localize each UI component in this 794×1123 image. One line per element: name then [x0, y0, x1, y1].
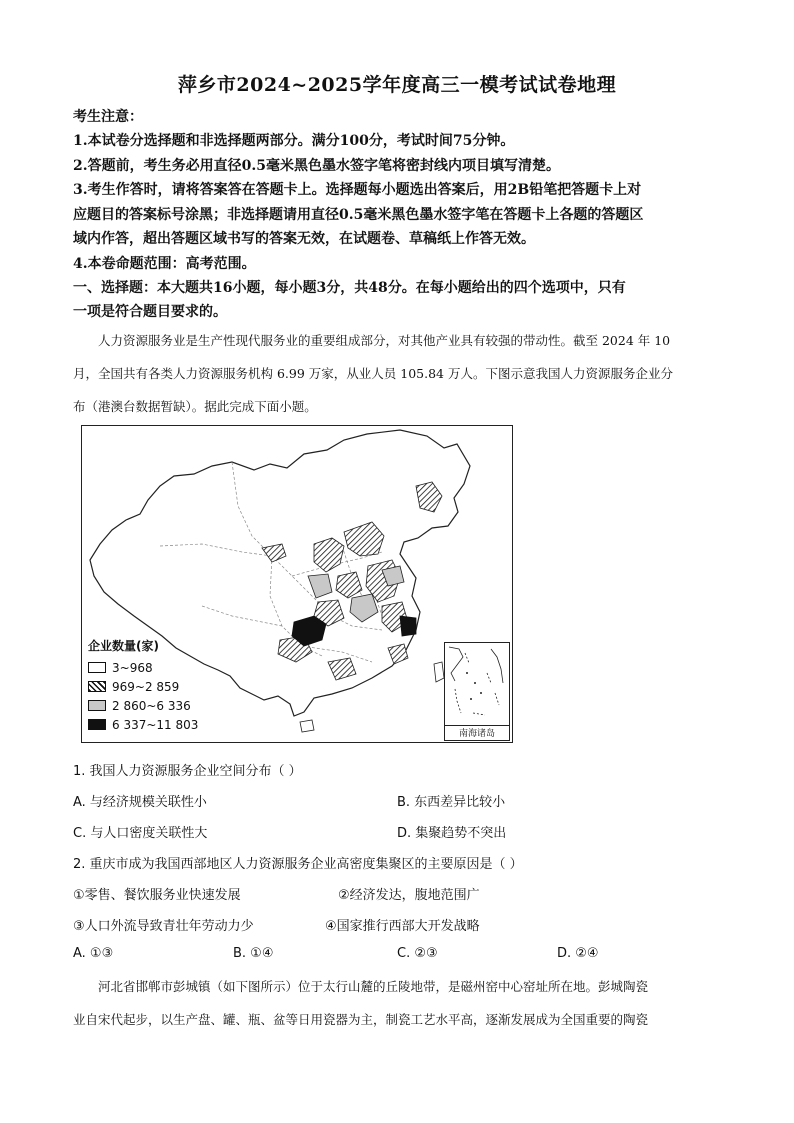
passage-2	[73, 970, 723, 1036]
exam-title: 萍乡市2024~2025学年度高三一模考试试卷地理	[177, 74, 617, 96]
section-heading: 一项是符合题目要求的。	[73, 304, 227, 320]
inset-label: 南海诸岛	[445, 725, 509, 739]
taiwan-island	[434, 662, 444, 682]
legend-swatch-hatched	[88, 681, 106, 692]
south-china-sea-inset	[444, 642, 510, 741]
notice-heading: 考生注意：	[73, 109, 143, 125]
hainan-island	[300, 720, 314, 732]
region-black	[400, 616, 416, 636]
legend-swatch-black	[88, 719, 106, 730]
passage-line: 人力资源服务业是生产性现代服务业的重要组成部分，对其他产业具有较强的带动性。截至 2024 年 10	[98, 333, 671, 348]
passage-line: 布（港澳台数据暂缺）。据此完成下面小题。	[73, 399, 317, 414]
question-2-stem: 2. 重庆市成为我国西部地区人力资源服务企业高密度集聚区的主要原因是（ ）	[73, 857, 523, 872]
notice-line: 4.本卷命题范围：高考范围。	[73, 256, 256, 272]
legend-row	[88, 696, 198, 715]
q2-statement-1: ①零售、餐饮服务业快速发展	[73, 888, 241, 903]
legend-label: 3~968	[112, 660, 153, 675]
legend-row	[88, 677, 198, 696]
question-1-stem: 1. 我国人力资源服务企业空间分布（ ）	[73, 764, 302, 779]
notice-line: 2.答题前，考生务必用直径0.5毫米黑色墨水签字笔将密封线内项目填写清楚。	[73, 158, 560, 174]
q1-option-a[interactable]: A. 与经济规模关联性小	[73, 795, 207, 810]
passage-line: 月，全国共有各类人力资源服务机构 6.99 万家，从业人员 105.84 万人。下图示意我国人力资源服务企业分	[73, 366, 673, 381]
legend-swatch-white	[88, 662, 106, 673]
q2-option-d[interactable]: D. ②④	[557, 946, 599, 961]
notice-line: 3.考生作答时，请将答案答在答题卡上。选择题每小题选出答案后，用2B铅笔把答题卡上对	[73, 182, 642, 198]
q2-option-a[interactable]: A. ①③	[73, 946, 114, 961]
q2-option-c[interactable]: C. ②③	[397, 946, 438, 961]
legend-swatch-gray	[88, 700, 106, 711]
inset-drawing	[445, 643, 509, 727]
q2-statement-4: ④国家推行西部大开发战略	[325, 919, 480, 934]
notice-line: 1.本试卷分选择题和非选择题两部分。满分100分，考试时间75分钟。	[73, 133, 515, 149]
q2-option-b[interactable]: B. ①④	[233, 946, 274, 961]
q2-statement-2: ②经济发达，腹地范围广	[338, 888, 480, 903]
notice-line: 应题目的答案标号涂黑；非选择题请用直径0.5毫米黑色墨水签字笔在答题卡上各题的答题区	[73, 207, 644, 223]
notice-line: 域内作答，超出答题区域书写的答案无效，在试题卷、草稿纸上作答无效。	[73, 231, 535, 247]
passage-line: 河北省邯郸市彭城镇（如下图所示）位于太行山麓的丘陵地带，是磁州窑中心窑址所在地。彭城陶瓷	[98, 979, 649, 994]
legend-label: 2 860~6 336	[112, 698, 191, 713]
q1-option-d[interactable]: D. 集聚趋势不突出	[397, 826, 507, 841]
legend-label: 6 337~11 803	[112, 717, 199, 732]
q2-statement-3: ③人口外流导致青壮年劳动力少	[73, 919, 254, 934]
q1-option-c[interactable]: C. 与人口密度关联性大	[73, 826, 208, 841]
legend-row	[88, 715, 198, 734]
map-legend	[88, 637, 198, 734]
section-heading: 一、选择题：本大题共16小题，每小题3分，共48分。在每小题给出的四个选项中，只有	[73, 280, 626, 296]
legend-title: 企业数量(家)	[88, 639, 159, 653]
q1-option-b[interactable]: B. 东西差异比较小	[397, 795, 506, 810]
legend-row	[88, 658, 198, 677]
legend-label: 969~2 859	[112, 679, 180, 694]
passage-1	[73, 324, 723, 423]
passage-line: 业自宋代起步，以生产盘、罐、瓶、盆等日用瓷器为主，制瓷工艺水平高，逐渐发展成为全国重要的陶瓷	[73, 1012, 649, 1027]
